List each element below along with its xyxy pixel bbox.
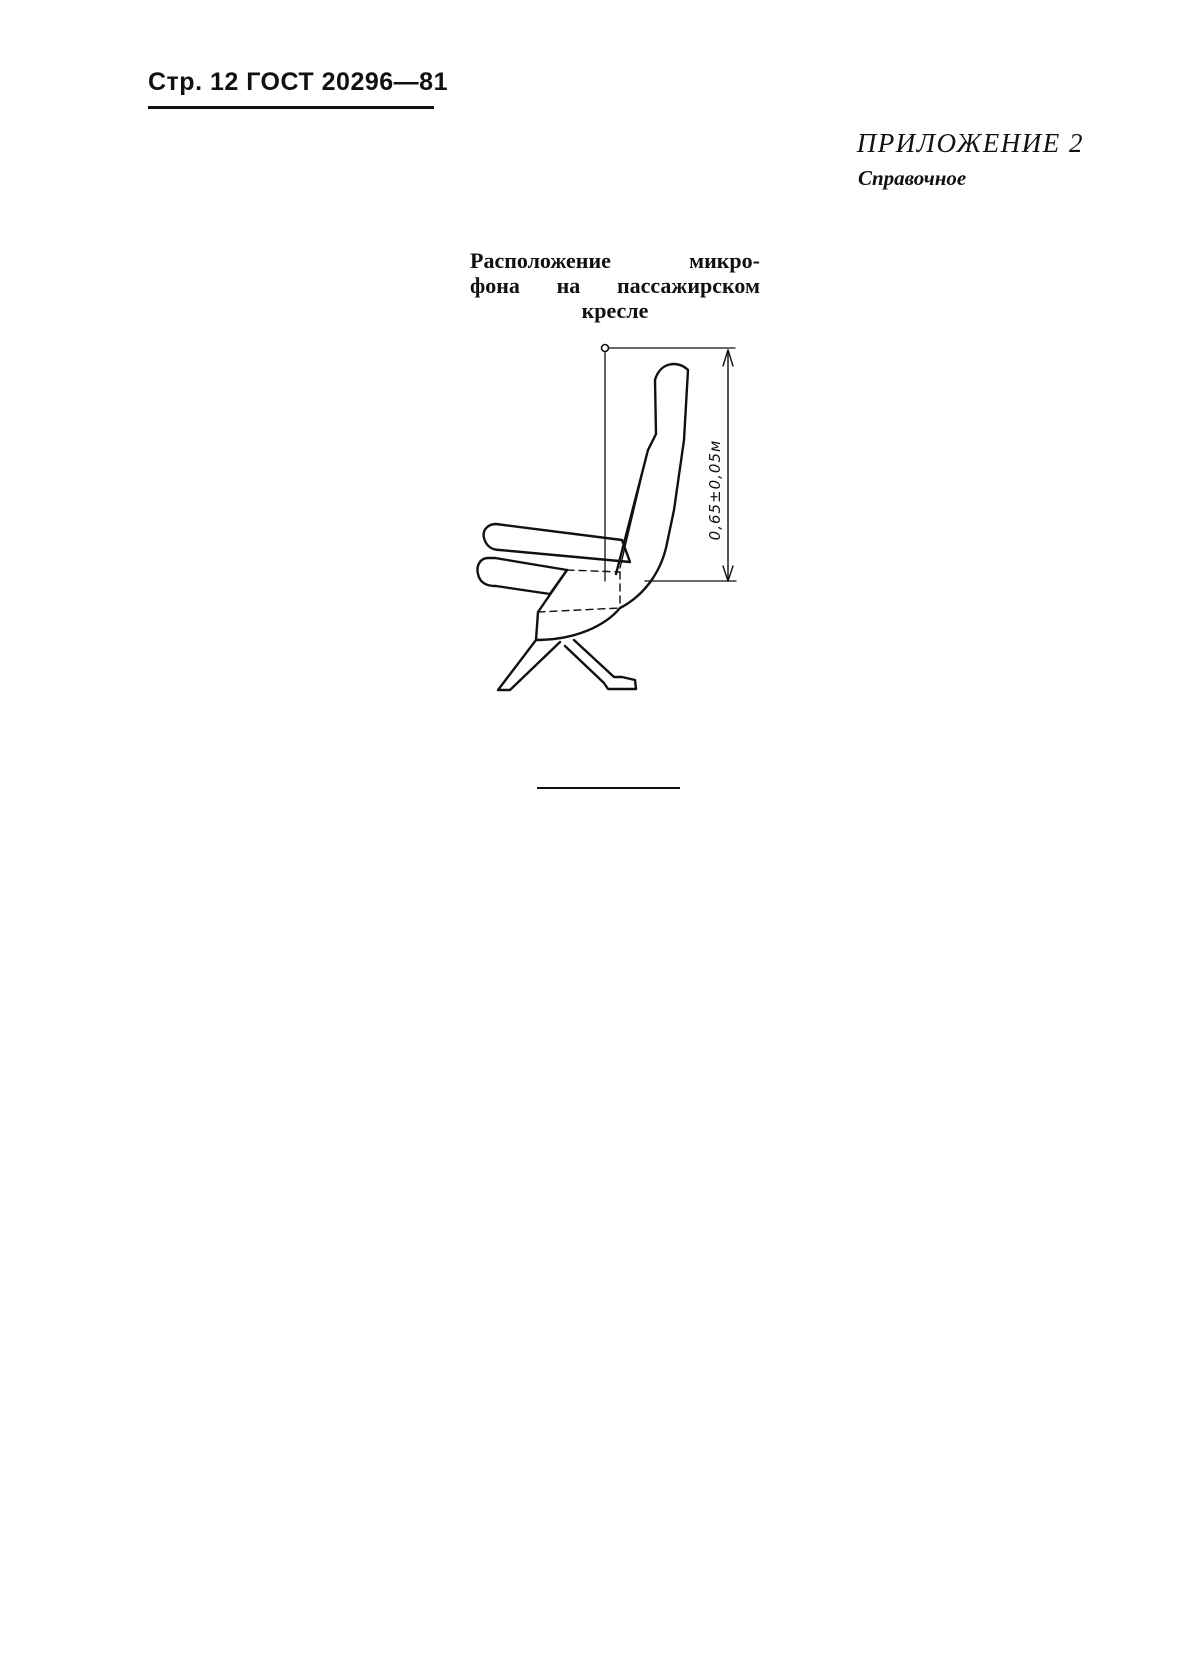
caption-word: микро- bbox=[689, 248, 760, 273]
seat-drawing bbox=[470, 340, 770, 710]
armrest-upper bbox=[484, 524, 630, 562]
seat-leg-front bbox=[498, 640, 560, 690]
caption-word: кресле bbox=[581, 298, 649, 323]
caption-line-2 bbox=[470, 273, 760, 298]
height-dimension bbox=[645, 350, 736, 581]
caption-word: пассажирском bbox=[616, 273, 760, 298]
hidden-edge-lower bbox=[538, 608, 620, 612]
seat-drawing-svg bbox=[470, 340, 770, 710]
caption-word: Расположение bbox=[470, 248, 611, 273]
caption-line-3 bbox=[470, 298, 760, 323]
caption-word: фона bbox=[470, 273, 520, 298]
seat-leg-rear bbox=[565, 640, 636, 689]
appendix-title: ПРИЛОЖЕНИЕ 2 bbox=[856, 128, 1084, 158]
running-header bbox=[148, 66, 448, 109]
backrest-edge bbox=[620, 450, 648, 568]
seat-cushion bbox=[536, 570, 620, 640]
hidden-edges bbox=[538, 570, 620, 612]
caption-word: на bbox=[556, 273, 581, 298]
microphone-point-icon bbox=[602, 345, 609, 352]
caption-line-1 bbox=[470, 248, 760, 273]
end-rule bbox=[537, 787, 680, 789]
hidden-edge-upper bbox=[567, 570, 620, 572]
dimension-label: 0,65±0,05м bbox=[706, 439, 724, 541]
page-label: Стр. 12 ГОСТ 20296—81 bbox=[148, 68, 448, 96]
figure-caption bbox=[470, 248, 760, 323]
appendix-type: Справочное bbox=[858, 166, 967, 190]
seat-backrest bbox=[616, 364, 688, 608]
